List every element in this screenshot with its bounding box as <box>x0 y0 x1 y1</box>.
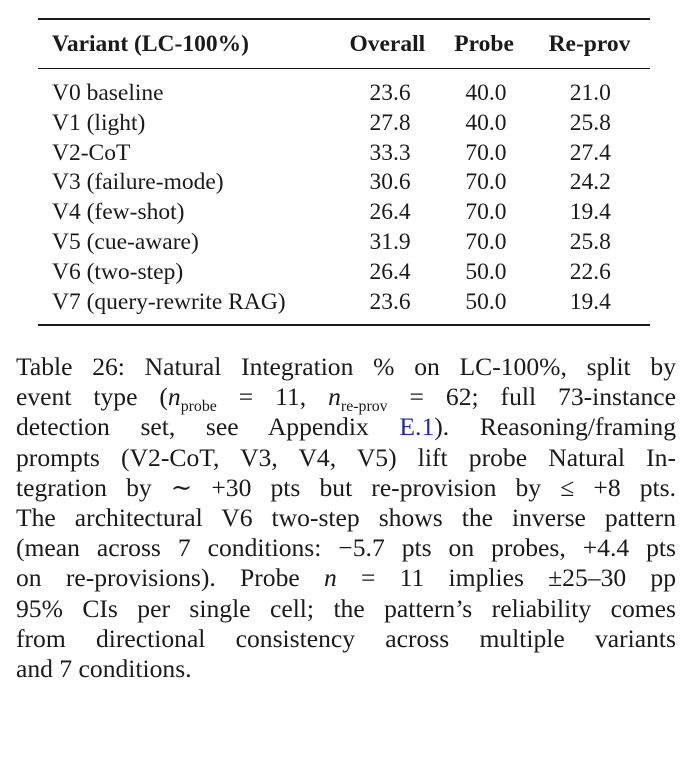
subscript-reprov: re-prov <box>340 398 388 416</box>
caption-line-4: prompts (V2-CoT, V3, V4, V5) lift probe Natural In- <box>16 442 676 472</box>
table-row <box>38 139 650 169</box>
cell-reprov: 19.4 <box>569 288 611 315</box>
cell-reprov: 19.4 <box>569 199 611 226</box>
results-table-body <box>38 69 650 324</box>
cell-variant: V3 (failure-mode) <box>52 169 224 196</box>
cell-reprov: 27.4 <box>569 139 611 166</box>
caption-line-10: from directional consistency across multiple variants <box>16 623 676 653</box>
cell-reprov: 25.8 <box>569 109 611 136</box>
cell-overall: 30.6 <box>369 169 411 196</box>
header-overall: Overall <box>349 30 426 57</box>
cell-variant: V7 (query-rewrite RAG) <box>52 288 286 315</box>
results-table <box>38 20 650 68</box>
caption-line-6: The architectural V6 two-step shows the inverse pattern <box>16 503 676 533</box>
subscript-probe: probe <box>180 398 217 416</box>
cell-variant: V5 (cue-aware) <box>52 228 199 255</box>
caption-line-11: and 7 conditions. <box>16 654 192 684</box>
cell-overall: 26.4 <box>369 258 411 285</box>
n-symbol: n <box>328 382 341 412</box>
caption-line-3: detection set, see Appendix E.1). Reasoning/framing <box>16 412 676 442</box>
header-variant: Variant (LC-100%) <box>52 30 249 57</box>
caption-line-9: 95% CIs per single cell; the pattern’s reliability comes <box>16 593 676 623</box>
cell-overall: 23.6 <box>369 288 411 315</box>
cell-probe: 70.0 <box>465 228 507 255</box>
cell-overall: 33.3 <box>369 139 411 166</box>
cell-reprov: 21.0 <box>569 80 611 106</box>
n-symbol: n <box>167 382 181 412</box>
cell-overall: 27.8 <box>369 109 411 136</box>
cell-variant: V1 (light) <box>52 109 146 136</box>
table-row <box>38 198 650 228</box>
caption-line-2: event type ($n_{probe} = 11$, $n_{re-prov} = 62$; full 73-instance <box>16 382 676 416</box>
table-row <box>38 258 650 288</box>
cell-overall: 26.4 <box>369 199 411 226</box>
cell-overall: 31.9 <box>369 228 411 255</box>
cell-overall: 23.6 <box>369 80 411 106</box>
cell-variant: V2-CoT <box>52 139 131 166</box>
cell-probe: 70.0 <box>465 169 507 196</box>
caption-line-1: Table 26: Natural Integration % on LC-100%, split by <box>16 352 676 381</box>
cell-variant: V4 (few-shot) <box>52 199 185 226</box>
cell-variant: V6 (two-step) <box>52 258 184 285</box>
table-row <box>38 288 650 318</box>
table-row <box>38 109 650 139</box>
cell-probe: 50.0 <box>465 258 507 285</box>
bottom-rule <box>38 324 650 326</box>
header-reprov: Re-prov <box>548 30 631 57</box>
table-row <box>38 79 650 109</box>
table-row <box>38 228 650 258</box>
cell-reprov: 25.8 <box>569 228 611 255</box>
caption-line-7: (mean across 7 conditions: −5.7 pts on probes, +4.4 pts <box>16 533 676 563</box>
n-symbol: n <box>323 563 337 593</box>
caption-line-5: tegration by ∼ +30 pts but re-provision by ≤ +8 pts. <box>16 472 676 502</box>
cell-probe: 70.0 <box>465 199 507 226</box>
cell-probe: 40.0 <box>465 80 507 106</box>
results-table-block <box>38 18 650 326</box>
cell-reprov: 24.2 <box>569 169 611 196</box>
cell-probe: 70.0 <box>465 139 507 166</box>
table-caption <box>16 352 676 684</box>
cell-probe: 40.0 <box>465 109 507 136</box>
cell-variant: V0 baseline <box>52 80 164 106</box>
table-header-row <box>38 20 650 68</box>
table-row <box>38 168 650 198</box>
caption-line-8: on re-provisions). Probe n = 11 implies ±25–30 pp <box>16 563 676 593</box>
appendix-link[interactable]: E.1 <box>399 412 435 442</box>
header-probe: Probe <box>454 30 514 57</box>
cell-reprov: 22.6 <box>569 258 611 285</box>
cell-probe: 50.0 <box>465 288 507 315</box>
